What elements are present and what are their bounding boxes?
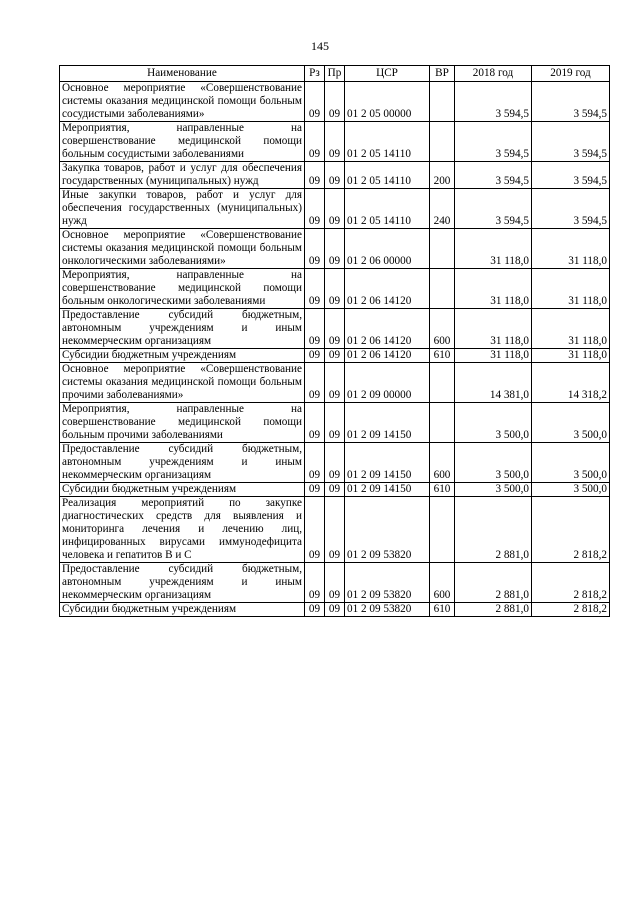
header-name: Наименование — [60, 66, 305, 82]
cell-vr: 610 — [430, 483, 455, 497]
cell-rz: 09 — [305, 229, 325, 269]
table-row — [60, 483, 610, 497]
cell-pr: 09 — [325, 162, 345, 189]
cell-2018: 3 594,5 — [455, 162, 532, 189]
cell-2018: 2 881,0 — [455, 497, 532, 563]
cell-rz: 09 — [305, 483, 325, 497]
cell-pr: 09 — [325, 403, 345, 443]
cell-pr: 09 — [325, 443, 345, 483]
cell-vr — [430, 497, 455, 563]
page-number: 145 — [311, 39, 329, 53]
header-vr: ВР — [430, 66, 455, 82]
cell-2018: 3 594,5 — [455, 122, 532, 162]
cell-rz: 09 — [305, 363, 325, 403]
cell-name: Основное мероприятие «Совершенствование системы оказания медицинской помощи больным онкологическими заболеваниями» — [60, 229, 305, 269]
table-row — [60, 162, 610, 189]
table-row — [60, 443, 610, 483]
cell-pr: 09 — [325, 309, 345, 349]
cell-csr: 01 2 09 00000 — [345, 363, 430, 403]
cell-vr — [430, 403, 455, 443]
cell-csr: 01 2 06 14120 — [345, 349, 430, 363]
cell-2019: 3 594,5 — [532, 189, 610, 229]
header-csr: ЦСР — [345, 66, 430, 82]
cell-vr — [430, 82, 455, 122]
cell-vr: 240 — [430, 189, 455, 229]
cell-2019: 31 118,0 — [532, 309, 610, 349]
cell-name: Субсидии бюджетным учреждениям — [60, 603, 305, 617]
cell-rz: 09 — [305, 162, 325, 189]
cell-csr: 01 2 05 14110 — [345, 189, 430, 229]
table-row — [60, 269, 610, 309]
cell-rz: 09 — [305, 403, 325, 443]
cell-csr: 01 2 06 00000 — [345, 229, 430, 269]
cell-csr: 01 2 05 14110 — [345, 162, 430, 189]
cell-pr: 09 — [325, 122, 345, 162]
cell-2019: 3 594,5 — [532, 82, 610, 122]
cell-name: Иные закупки товаров, работ и услуг для обеспечения государственных (муниципальных) нужд — [60, 189, 305, 229]
table-row — [60, 122, 610, 162]
cell-name: Реализация мероприятий по закупке диагностических средств для выявления и мониторинга лечения и лечению лиц, инфицированных вирусами иммунодефицита человека и гепатитов В и С — [60, 497, 305, 563]
cell-rz: 09 — [305, 269, 325, 309]
cell-2019: 3 594,5 — [532, 122, 610, 162]
cell-name: Субсидии бюджетным учреждениям — [60, 483, 305, 497]
cell-csr: 01 2 06 14120 — [345, 269, 430, 309]
table-row — [60, 189, 610, 229]
table-body — [60, 82, 610, 617]
table-header-row — [60, 66, 610, 82]
cell-2018: 31 118,0 — [455, 349, 532, 363]
cell-name: Субсидии бюджетным учреждениям — [60, 349, 305, 363]
cell-rz: 09 — [305, 309, 325, 349]
table-row — [60, 309, 610, 349]
cell-2018: 31 118,0 — [455, 229, 532, 269]
cell-rz: 09 — [305, 497, 325, 563]
cell-csr: 01 2 05 00000 — [345, 82, 430, 122]
cell-name: Предоставление субсидий бюджетным, автономным учреждениям и иным некоммерческим организациям — [60, 443, 305, 483]
cell-vr: 600 — [430, 443, 455, 483]
cell-2018: 2 881,0 — [455, 603, 532, 617]
cell-vr — [430, 269, 455, 309]
cell-vr: 610 — [430, 603, 455, 617]
header-2019: 2019 год — [532, 66, 610, 82]
cell-2018: 14 381,0 — [455, 363, 532, 403]
cell-name: Предоставление субсидий бюджетным, автономным учреждениям и иным некоммерческим организациям — [60, 563, 305, 603]
cell-pr: 09 — [325, 497, 345, 563]
cell-name: Основное мероприятие «Совершенствование системы оказания медицинской помощи больным сосудистыми заболеваниями» — [60, 82, 305, 122]
header-pr: Пр — [325, 66, 345, 82]
cell-2018: 3 594,5 — [455, 189, 532, 229]
cell-vr — [430, 229, 455, 269]
cell-csr: 01 2 09 14150 — [345, 403, 430, 443]
table-row — [60, 82, 610, 122]
cell-pr: 09 — [325, 269, 345, 309]
cell-csr: 01 2 09 14150 — [345, 443, 430, 483]
table-row — [60, 403, 610, 443]
cell-pr: 09 — [325, 189, 345, 229]
cell-pr: 09 — [325, 82, 345, 122]
cell-2019: 3 594,5 — [532, 162, 610, 189]
cell-2018: 3 500,0 — [455, 483, 532, 497]
cell-rz: 09 — [305, 189, 325, 229]
cell-name: Мероприятия, направленные на совершенствование медицинской помощи больным сосудистыми заболеваниями — [60, 122, 305, 162]
cell-pr: 09 — [325, 603, 345, 617]
table-row — [60, 229, 610, 269]
cell-rz: 09 — [305, 603, 325, 617]
cell-csr: 01 2 09 53820 — [345, 497, 430, 563]
cell-name: Предоставление субсидий бюджетным, автономным учреждениям и иным некоммерческим организациям — [60, 309, 305, 349]
cell-2019: 31 118,0 — [532, 349, 610, 363]
cell-csr: 01 2 09 14150 — [345, 483, 430, 497]
cell-2018: 31 118,0 — [455, 309, 532, 349]
cell-2019: 31 118,0 — [532, 229, 610, 269]
cell-rz: 09 — [305, 349, 325, 363]
cell-csr: 01 2 09 53820 — [345, 603, 430, 617]
cell-2018: 3 500,0 — [455, 443, 532, 483]
cell-pr: 09 — [325, 563, 345, 603]
cell-2018: 2 881,0 — [455, 563, 532, 603]
cell-csr: 01 2 05 14110 — [345, 122, 430, 162]
cell-name: Основное мероприятие «Совершенствование системы оказания медицинской помощи больным прочими заболеваниями» — [60, 363, 305, 403]
cell-rz: 09 — [305, 563, 325, 603]
table-row — [60, 363, 610, 403]
cell-2019: 31 118,0 — [532, 269, 610, 309]
cell-2019: 2 818,2 — [532, 563, 610, 603]
cell-2019: 3 500,0 — [532, 443, 610, 483]
cell-pr: 09 — [325, 229, 345, 269]
budget-table — [59, 65, 610, 617]
table-row — [60, 603, 610, 617]
cell-rz: 09 — [305, 443, 325, 483]
cell-vr — [430, 122, 455, 162]
cell-rz: 09 — [305, 122, 325, 162]
cell-name: Мероприятия, направленные на совершенствование медицинской помощи больным прочими заболеваниями — [60, 403, 305, 443]
header-2018: 2018 год — [455, 66, 532, 82]
cell-2018: 31 118,0 — [455, 269, 532, 309]
table-row — [60, 497, 610, 563]
cell-2019: 2 818,2 — [532, 603, 610, 617]
cell-2018: 3 500,0 — [455, 403, 532, 443]
cell-pr: 09 — [325, 483, 345, 497]
cell-2019: 2 818,2 — [532, 497, 610, 563]
cell-vr: 600 — [430, 563, 455, 603]
cell-vr — [430, 363, 455, 403]
cell-vr: 610 — [430, 349, 455, 363]
cell-2019: 14 318,2 — [532, 363, 610, 403]
cell-csr: 01 2 09 53820 — [345, 563, 430, 603]
cell-rz: 09 — [305, 82, 325, 122]
cell-pr: 09 — [325, 363, 345, 403]
table-row — [60, 349, 610, 363]
cell-pr: 09 — [325, 349, 345, 363]
cell-vr: 200 — [430, 162, 455, 189]
cell-2019: 3 500,0 — [532, 483, 610, 497]
cell-name: Мероприятия, направленные на совершенствование медицинской помощи больным онкологическими заболеваниями — [60, 269, 305, 309]
cell-2018: 3 594,5 — [455, 82, 532, 122]
header-rz: Рз — [305, 66, 325, 82]
cell-vr: 600 — [430, 309, 455, 349]
cell-2019: 3 500,0 — [532, 403, 610, 443]
cell-csr: 01 2 06 14120 — [345, 309, 430, 349]
cell-name: Закупка товаров, работ и услуг для обеспечения государственных (муниципальных) нужд — [60, 162, 305, 189]
table-row — [60, 563, 610, 603]
